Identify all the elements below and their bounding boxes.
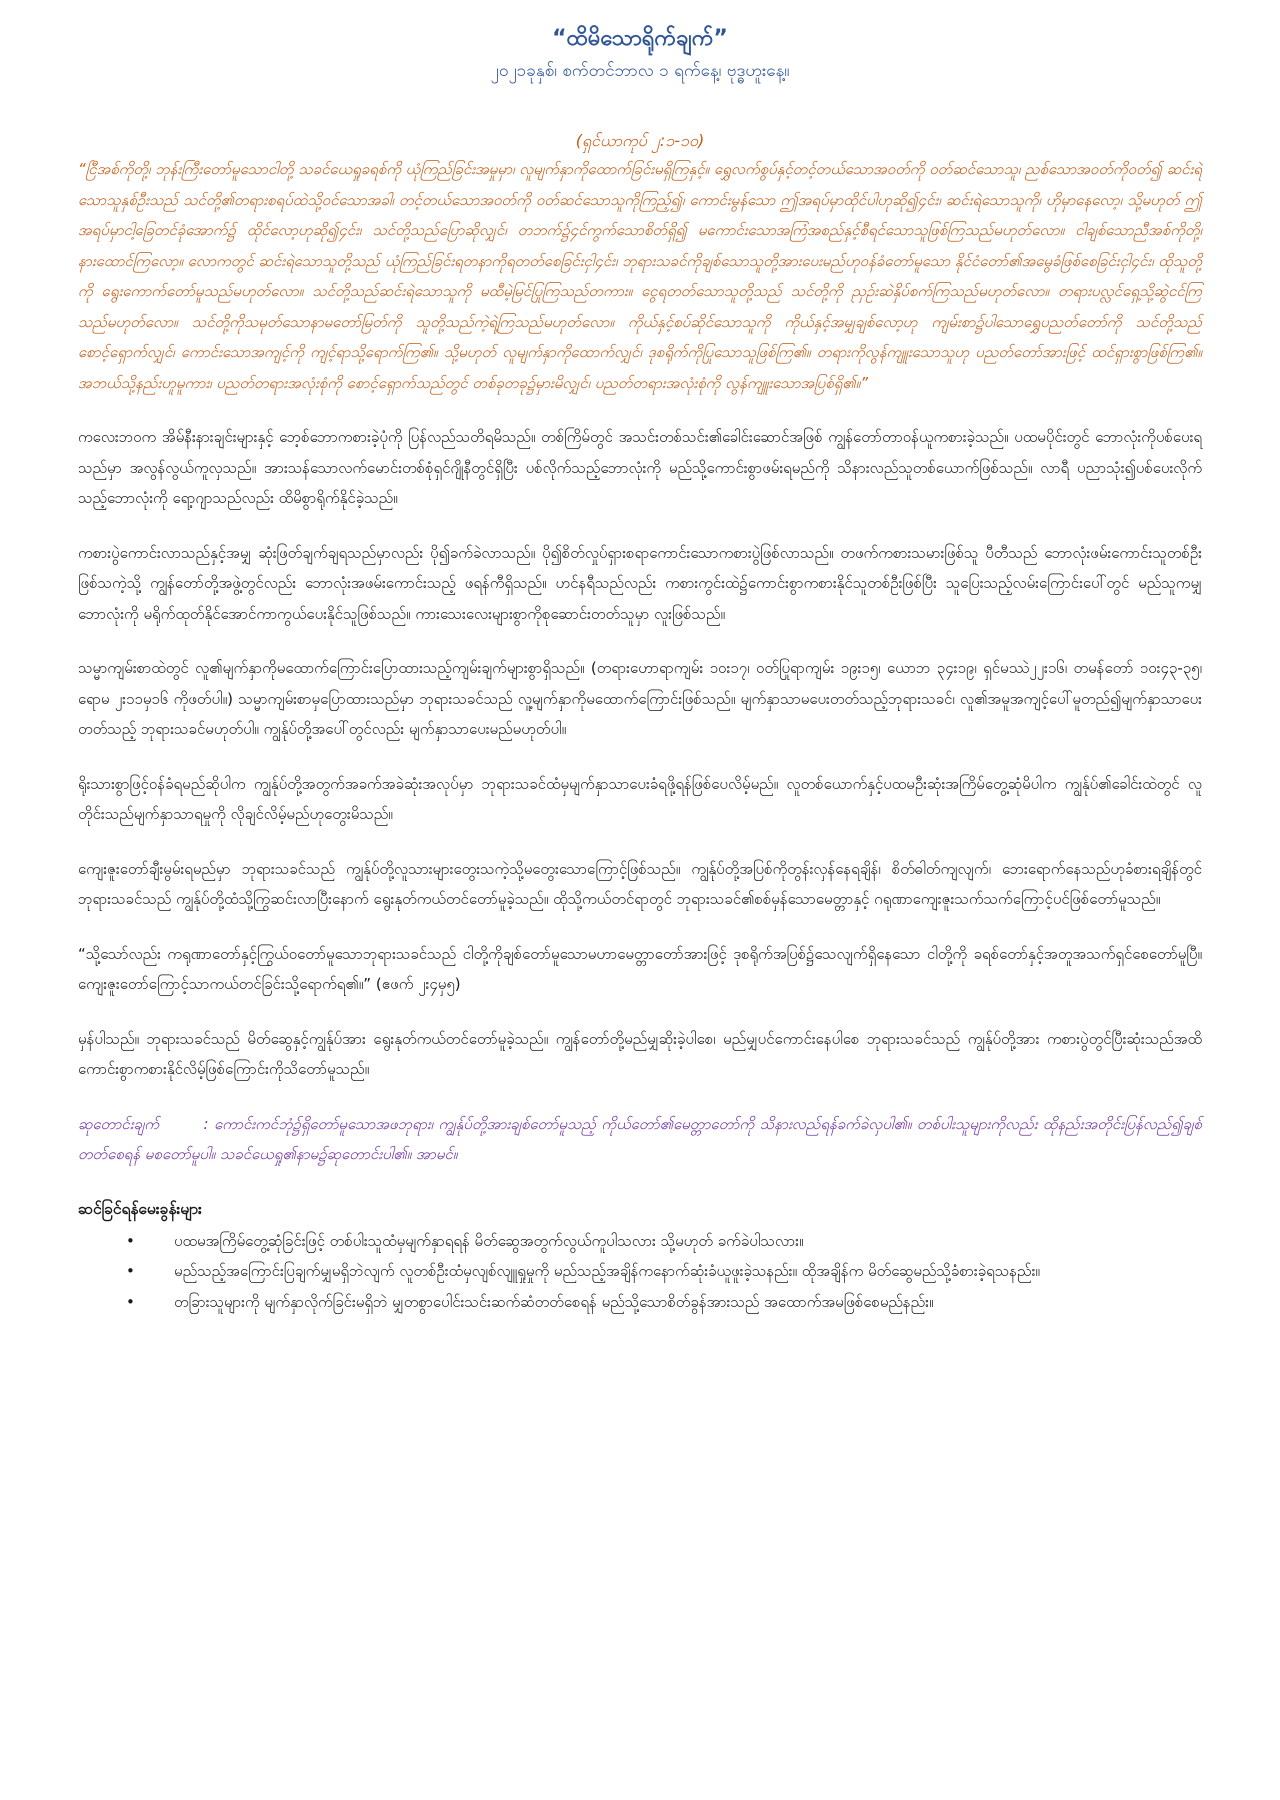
scripture-text: “ငြီအစ်ကိုတို့၊ ဘုန်းကြီးတော်မူသောငါတို့ သခင်ယေရှုခရစ်ကို ယုံကြည်ခြင်းအမှုမှာ၊ လူမျက်နှာကိုထောက်ခြင်းမရှိကြနှင့်။ ရွှေလက်စွပ်နှင့်တင့်တယ်သောအဝတ်ကို ဝတ်ဆင်သောသူ၊ ညစ်သောအဝတ်ကိုဝတ်၍ ဆင်းရဲသောသူနှစ်ဦးသည် သင်တို့၏တရားစရပ်ထဲသို့ဝင်သောအခါ၊ တင့်တယ်သောအဝတ်ကို ဝတ်ဆင်သောသူကိုကြည့်၍၊ ကောင်းမွန်သော ဤအရပ်မှာထိုင်ပါဟုဆို၍၄င်း၊ ဆင်းရဲသောသူကို၊ ဟိုမှာနေလော့၊ သို့မဟုတ် ဤအရပ်မှာငါ့ခြေတင်ခုံအောက်၌ ထိုင်လော့ဟုဆို၍၄င်း၊ သင်တို့သည်ပြောဆိုလျှင်၊ တဘက်၌၄င်ကွက်သောစိတ်ရှိ၍ မကောင်းသောအကြံအစည်နှင့်စီရင်သောသူဖြစ်ကြသည်မဟုတ်လော။ ငါချစ်သောညီအစ်ကိုတို့၊ နားထောင်ကြလော့။ လောကတွင် ဆင်းရဲသောသူတို့သည် ယုံကြည်ခြင်းရတနာကိုရတတ်စေခြင်းငှါ၄င်း၊ ဘုရားသခင်ကိုချစ်သောသူတို့အားပေးမည်ဟုဝန်ခံတော်မူသော နိုင်ငံတော်၏အမွေခံဖြစ်စေခြင်းငှါ၄င်း၊ ထိုသူတို့ကို ရွေးကောက်တော်မူသည်မဟုတ်လော။ သင်တို့သည်ဆင်းရဲသောသူကို မထီမဲ့မြင်ပြုကြသည်တကား။ ငွေရတတ်သောသူတို့သည် သင်တို့ကို ညှဉ်းဆဲနှိပ်စက်ကြသည်မဟုတ်လော။ တရားပလ္လင်ရှေ့သို့ဆွဲငင်ကြသည်မဟုတ်လော။ သင်တို့ကိုသမုတ်သောနာမတော်မြတ်ကို သူတို့သည်ကဲ့ရဲ့ကြသည်မဟုတ်လော။ ကိုယ်နှင့်စပ်ဆိုင်သောသူကို ကိုယ်နှင့်အမျှချစ်လော့ဟု ကျမ်းစာ၌ပါသောရွှေပညတ်တော်ကို သင်တို့သည်စောင့်ရှောက်လျှင်၊ ကောင်းသောအကျင့်ကို ကျင့်ရာသို့ရောက်ကြ၏။ သို့မဟုတ် လူမျက်နှာကိုထောက်လျှင်၊ ဒုစရိုက်ကိုပြုသောသူဖြစ်ကြ၏။ တရားကိုလွန်ကျူးသောသူဟု ပညတ်တော်အားဖြင့် ထင်ရှားစွာဖြစ်ကြ၏။ အဘယ်သို့နည်းဟူမူကား၊ ပညတ်တရားအလုံးစုံကို စောင့်ရှောက်သည်တွင် တစ်ခုတခု၌မှားမိလျှင်၊ ပညတ်တရားအလုံးစုံကို လွန်ကျူးသောအပြစ်ရှိ၏။” — [78, 160, 1202, 392]
question-item — [126, 1287, 1202, 1318]
body-paragraph-3: သမ္မာကျမ်းစာထဲတွင် လူ၏မျက်နှာကိုမထောက်ကြောင်းပြောထားသည့်ကျမ်းချက်များစွာရှိသည်။ (တရားဟောရာကျမ်း ၁၀း၁၇၊ ဝတ်ပြုရာကျမ်း ၁၉း၁၅၊ ယောဘ ၃၄း၁၉၊ ရှင်မဿဲ၂၂း၁၆၊ တမန်တော် ၁၀း၄၃-၃၅၊ ရောမ ၂း၁၁မှ၁၆ ကိုဖတ်ပါ။) သမ္မာကျမ်းစာမှပြောထားသည်မှာ ဘုရားသခင်သည် လူ့မျက်နှာကိုမထောက်ကြောင်းဖြစ်သည်။ မျက်နှာသာမပေးတတ်သည့်ဘုရားသခင်၊ လူ၏အမူအကျင့်ပေါ်မူတည်၍မျက်နှာသာပေးတတ်သည့် ဘုရားသခင်မဟုတ်ပါ။ ကျွန်ုပ်တို့အပေါ်တွင်လည်း မျက်နှာသာပေးမည်မဟုတ်ပါ။ — [78, 659, 1202, 738]
questions-heading: ဆင်ခြင်ရန်မေးခွန်းများ — [78, 1199, 202, 1218]
body-paragraph-5: ကျေးဇူးတော်ချီးမွမ်းရမည်မှာ ဘုရားသခင်သည် ကျွန်ုပ်တို့လူသားများတွေးသကဲ့သို့မတွေးသောကြောင့်ဖြစ်သည်။ ကျွန်ုပ်တို့အပြစ်ကိုတွန်းလှန်နေရချိန်၊ စိတ်ဓါတ်ကျလျက်၊ ဘေးရောက်နေသည်ဟုခံစားရချိန်တွင် ဘုရားသခင်သည် ကျွန်ုပ်တို့ထံသို့ကြွဆင်းလာပြီးနောက် ရွေးနုတ်ကယ်တင်တော်မူခဲ့သည်။ ထိုသို့ကယ်တင်ရာတွင် ဘုရားသခင်၏စစ်မှန်သောမေတ္တာနှင့် ဂရုဏာကျေးဇူးသက်သက်ကြောင့်ပင်ဖြစ်တော်မူသည်။ — [78, 859, 1202, 908]
bullet-icon: • — [126, 1292, 135, 1311]
question-text: ပထမအကြိမ်တွေ့ဆုံခြင်းဖြင့် တစ်ပါးသူထံမှမျက်နှာရရန် မိတ်ဆွေအတွက်လွယ်ကူပါသလား သို့မဟုတ် ခက်ခဲပါသလား။ — [174, 1231, 804, 1250]
page-title: “ထိမိသောရိုက်ချက်” — [552, 26, 728, 51]
prayer-label: ဆုတောင်းချက် — [78, 1114, 160, 1133]
body-paragraph-2: ကစားပွဲကောင်းလာသည်နှင့်အမျှ ဆုံးဖြတ်ချက်ချရသည်မှာလည်း ပို၍ခက်ခဲလာသည်။ ပို၍စိတ်လှုပ်ရှားစရာကောင်းသောကစားပွဲဖြစ်လာသည်။ တဖက်ကစားသမားဖြစ်သူ ပီတီသည် ဘောလုံးဖမ်းကောင်းသူတစ်ဦးဖြစ်သကဲ့သို့ ကျွန်တော်တို့အဖွဲ့တွင်လည်း ဘောလုံးအဖမ်းကောင်းသည့် ဖရန်ကီရှိသည်။ ဟင်နရီသည်လည်း ကစားကွင်းထဲ၌ကောင်းစွာကစားနိုင်သူတစ်ဦးဖြစ်ပြီး သူပြေးသည့်လမ်းကြောင်းပေါ်တွင် မည်သူကမျှဘောလုံးကို မရိုက်ထုတ်နိုင်အောင်ကာကွယ်ပေးနိုင်သူဖြစ်သည်။ ကားသေးလေးများစွာကိုစုဆောင်းတတ်သူမှာ လူးဖြစ်သည်။ — [78, 543, 1202, 623]
bullet-icon: • — [126, 1262, 135, 1280]
prayer-block — [78, 1109, 1202, 1170]
questions-list — [78, 1226, 1202, 1318]
prayer-text: : ကောင်းကင်ဘုံ၌ရှိတော်မူသောအဖဘုရား၊ ကျွန်ုပ်တို့အားချစ်တော်မူသည့် ကိုယ်တော်၏မေတ္တာတော်ကို သိနားလည်ရန်ခက်ခဲလှပါ၏။ တစ်ပါးသူများကိုလည်း ထိုနည်းအတိုင်းပြန်လည်၍ချစ်တတ်စေရန် မစတော်မူပါ။ သခင်ယေရှု၏နာမ၌ဆုတောင်းပါ၏။ အာမင်။ — [78, 1114, 1202, 1163]
scripture-reference: (ရှင်ယာကုပ် ၂:၁-၁၀) — [575, 131, 705, 150]
question-item — [126, 1256, 1202, 1287]
publication-date: ၂၀၂၁ခုနှစ်၊ စက်တင်ဘာလ ၁ ရက်နေ့၊ ဗုဒ္ဓဟူးနေ့။ — [490, 61, 790, 81]
bullet-icon: • — [126, 1231, 135, 1250]
body-paragraph-1: ကလေးဘဝက အိမ်နီးနားချင်းများနှင့် ဘေ့စ်ဘောကစားခဲ့ပုံကို ပြန်လည်သတိရမိသည်။ တစ်ကြိမ်တွင် အသင်းတစ်သင်း၏ခေါင်းဆောင်အဖြစ် ကျွန်တော်တာဝန်ယူကစားခဲ့သည်။ ပထမပိုင်းတွင် ဘောလုံးကိုပစ်ပေးရသည်မှာ အလွန်လွယ်ကူလှသည်။ အားသန်သောလက်မောင်းတစ်စုံရှင်ဂျိုနီတွင်ရှိပြီး ပစ်လိုက်သည့်ဘောလုံးကို မည်သို့ကောင်းစွာဖမ်းရမည်ကို သိနားလည်သူတစ်ယောက်ဖြစ်သည်။ လာရီ ပညာသုံး၍ပစ်ပေးလိုက်သည့်ဘောလုံးကို ရော့ဂျာသည်လည်း ထိမိစွာရိုက်နိုင်ခဲ့သည်။ — [78, 428, 1202, 507]
body-paragraph-4: ရိုးသားစွာဖြင့်ဝန်ခံရမည်ဆိုပါက ကျွန်ုပ်တို့အတွက်အခက်အခဲဆုံးအလုပ်မှာ ဘုရားသခင်ထံမှမျက်နှာသာပေးခံရဖို့ရန်ဖြစ်ပေလိမ့်မည်။ လူတစ်ယောက်နှင့်ပထမဦးဆုံးအကြိမ်တွေ့ဆုံမိပါက ကျွန်ုပ်၏ခေါင်းထဲတွင် လူတိုင်းသည်မျက်နှာသာရမှုကို လိုချင်လိမ့်မည်ဟုတွေးမိသည်။ — [78, 774, 1202, 823]
question-text: တခြားသူများကို မျက်နှာလိုက်ခြင်းမရှိဘဲ မျှတစွာပေါင်းသင်းဆက်ဆံတတ်စေရန် မည်သို့သောစိတ်ခွန်အားသည် အထောက်အမဖြစ်စေမည်နည်း။ — [174, 1292, 934, 1311]
quoted-verse-paragraph: “သို့သော်လည်း ကရုဏာတော်နှင့်ကြွယ်ဝတော်မူသောဘုရားသခင်သည် ငါတို့ကိုချစ်တော်မူသောမဟာမေတ္တာတော်အားဖြင့် ဒုစရိုက်အပြစ်၌သေလျက်ရှိနေသော ငါတို့ကို ခရစ်တော်နှင့်အတူအသက်ရှင်စေတော်မူပြီ။ ကျေးဇူးတော်ကြောင့်သာကယ်တင်ခြင်းသို့ရောက်ရ၏။” (ဧဖက် ၂း၄မှ၅) — [78, 944, 1202, 993]
question-item — [126, 1226, 1202, 1257]
body-paragraph-7: မှန်ပါသည်။ ဘုရားသခင်သည် မိတ်ဆွေနှင့်ကျွန်ုပ်အား ရွေးနုတ်ကယ်တင်တော်မူခဲ့သည်။ ကျွန်တော်တို့မည်မျှဆိုးခဲ့ပါစေ၊ မည်မျှပင်ကောင်းနေပါစေ ဘုရားသခင်သည် ကျွန်ုပ်တို့အား ကစားပွဲတွင်ပြီးဆုံးသည်အထိ ကောင်းစွာကစားနိုင်လိမ့်ဖြစ်ကြောင်းကိုသိတော်မူသည်။ — [78, 1029, 1202, 1078]
question-text: မည်သည့်အကြောင်းပြချက်မျှမရှိဘဲလျက် လူတစ်ဦးထံမှလျစ်လျူရှုမှုကို မည်သည့်အချိန်ကနောက်ဆုံးခံယူဖူးခဲ့သနည်း။ ထိုအချိန်က မိတ်ဆွေမည်သို့ခံစားခဲ့ရသနည်း။ — [174, 1262, 1040, 1280]
